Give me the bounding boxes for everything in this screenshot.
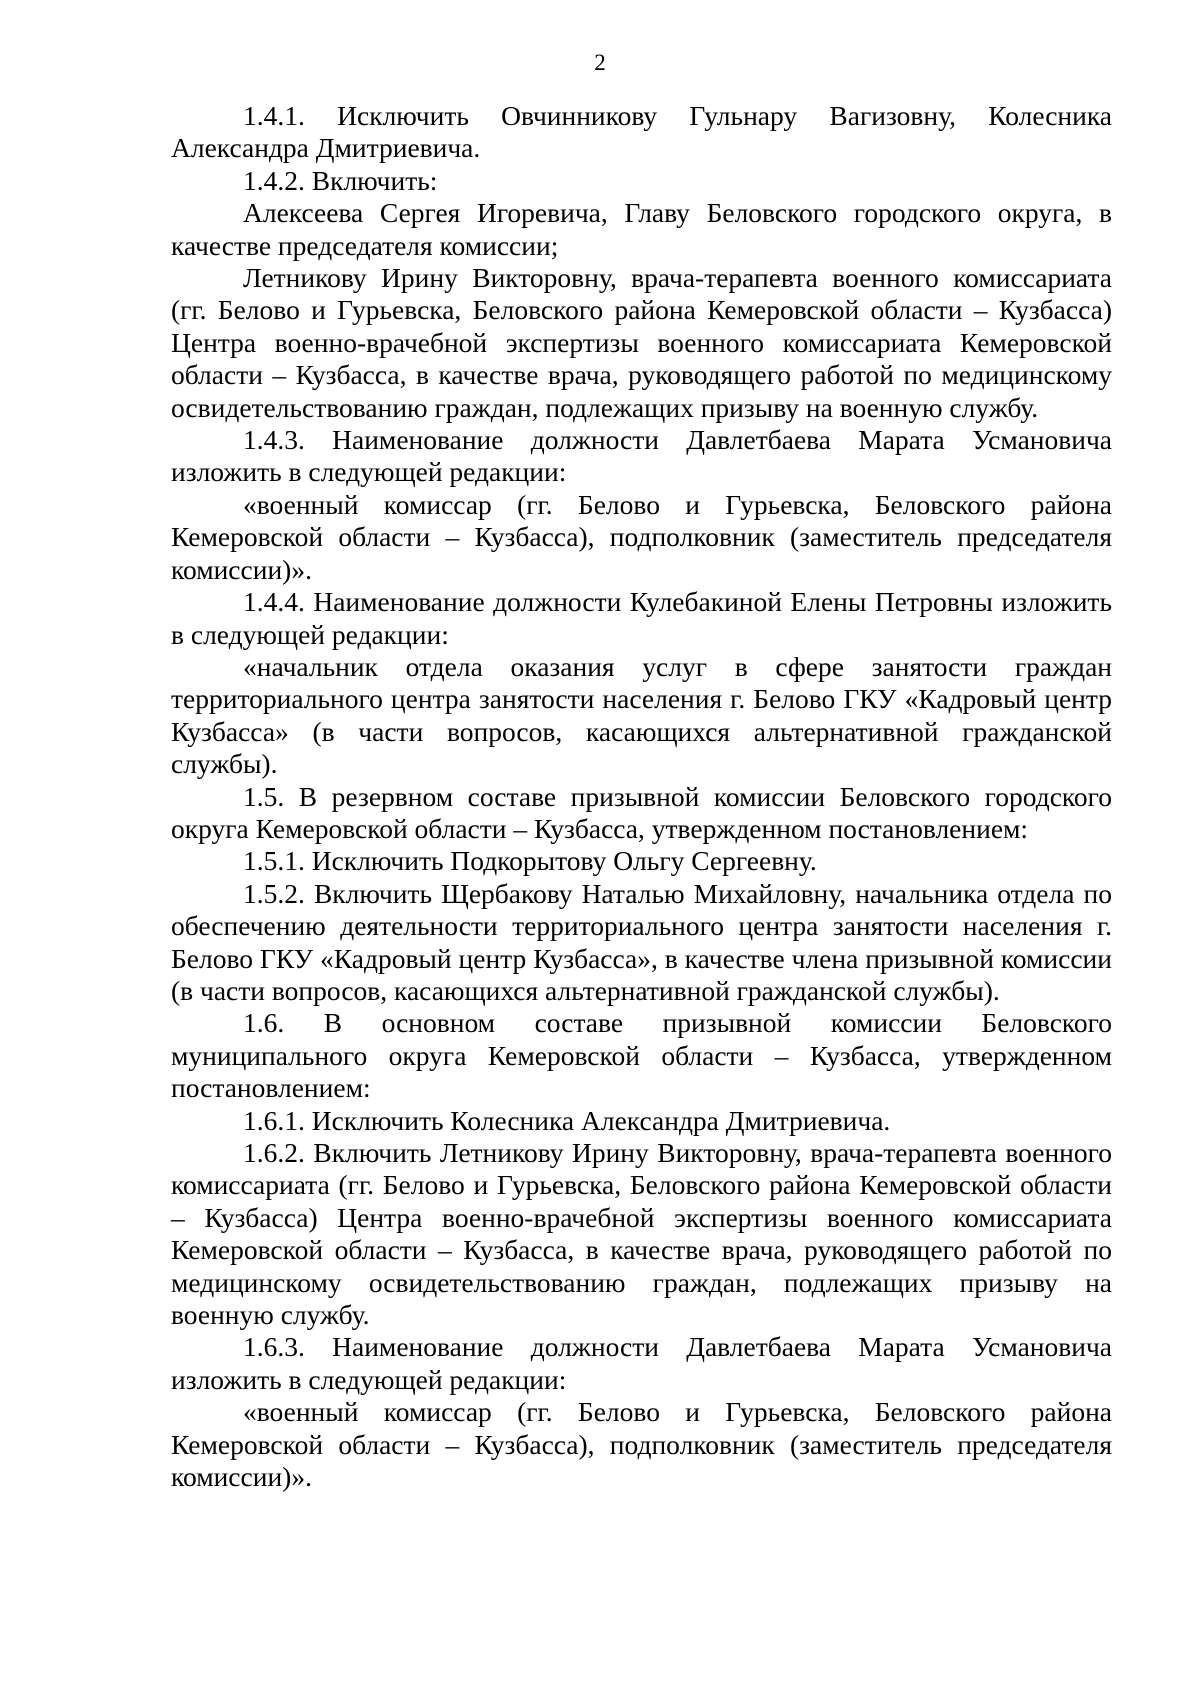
paragraph-alekseev: Алексеева Сергея Игоревича, Главу Беловского городского округа, в качестве председателя комиссии; bbox=[171, 197, 1112, 261]
paragraph-quote-military-commissar-1: «военный комиссар (гг. Белово и Гурьевска, Беловского района Кемеровской области – Кузбасса), подполковник (заместитель председателя комиссии)». bbox=[171, 488, 1112, 585]
paragraph-1-4-2: 1.4.2. Включить: bbox=[243, 164, 438, 196]
paragraph-1-5-1: 1.5.1. Исключить Подкорытову Ольгу Сергеевну. bbox=[243, 845, 817, 877]
paragraph-1-5-2: 1.5.2. Включить Щербакову Наталью Михайловну, начальника отдела по обеспечению деятельности территориального центра занятости населения г. Белово ГКУ «Кадровый центр Кузбасса», в качестве члена призывной комиссии (в части вопросов, касающихся альтернативной гражданской службы). bbox=[171, 877, 1112, 1006]
paragraph-1-6-1: 1.6.1. Исключить Колесника Александра Дмитриевича. bbox=[243, 1104, 891, 1136]
paragraph-1-4-4: 1.4.4. Наименование должности Кулебакиной Елены Петровны изложить в следующей редакции: bbox=[171, 586, 1112, 650]
document-body bbox=[171, 100, 1112, 1493]
paragraph-quote-military-commissar-2: «военный комиссар (гг. Белово и Гурьевска, Беловского района Кемеровской области – Кузбасса), подполковник (заместитель председателя комиссии)». bbox=[171, 1396, 1112, 1493]
paragraph-1-4-3: 1.4.3. Наименование должности Давлетбаева Марата Усмановича изложить в следующей редакции: bbox=[171, 424, 1112, 488]
paragraph-1-5: 1.5. В резервном составе призывной комиссии Беловского городского округа Кемеровской области – Кузбасса, утвержденном постановлением: bbox=[171, 780, 1112, 844]
page-number: 2 bbox=[594, 50, 606, 75]
paragraph-1-6-2: 1.6.2. Включить Летникову Ирину Викторовну, врача-терапевта военного комиссариата (гг. Белово и Гурьевска, Беловского района Кемеровской области – Кузбасса) Центра военно-врачебной экспертизы военного комиссариата Кемеровской области – Кузбасса, в качестве врача, руководящего работой по медицинскому освидетельствованию граждан, подлежащих призыву на военную службу. bbox=[171, 1137, 1112, 1331]
paragraph-1-6-3: 1.6.3. Наименование должности Давлетбаева Марата Усмановича изложить в следующей редакции: bbox=[171, 1331, 1112, 1395]
paragraph-1-4-1: 1.4.1. Исключить Овчинникову Гульнару Вагизовну, Колесника Александра Дмитриевича. bbox=[171, 100, 1112, 164]
paragraph-letnikova: Летникову Ирину Викторовну, врача-терапевта военного комиссариата (гг. Белово и Гурьевска, Беловского района Кемеровской области – Кузбасса) Центра военно-врачебной экспертизы военного комиссариата Кемеровской области – Кузбасса, в качестве врача, руководящего работой по медицинскому освидетельствованию граждан, подлежащих призыву на военную службу. bbox=[171, 262, 1112, 423]
paragraph-1-6: 1.6. В основном составе призывной комиссии Беловского муниципального округа Кемеровской области – Кузбасса, утвержденном постановлением: bbox=[171, 1007, 1112, 1104]
paragraph-quote-department-head: «начальник отдела оказания услуг в сфере занятости граждан территориального центра занятости населения г. Белово ГКУ «Кадровый центр Кузбасса» (в части вопросов, касающихся альтернативной гражданской службы). bbox=[171, 650, 1112, 780]
